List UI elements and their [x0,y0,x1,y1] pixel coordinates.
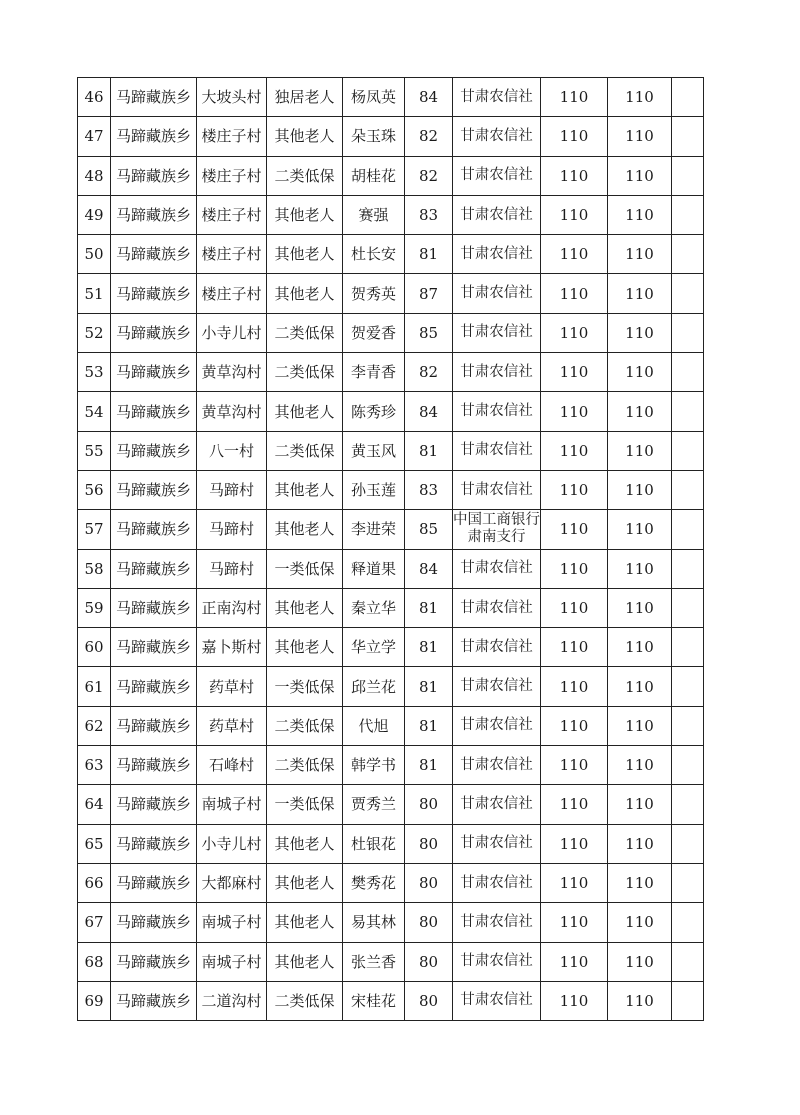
cell-township: 马蹄藏族乡 [111,195,197,234]
cell-name: 杨凤英 [343,78,405,117]
table-row [78,981,704,1020]
cell-bank: 甘肃农信社 [453,588,541,627]
cell-bank: 甘肃农信社 [453,785,541,824]
cell-village: 二道沟村 [197,981,267,1020]
cell-remark [672,78,704,117]
cell-number: 47 [78,117,111,156]
cell-age: 81 [405,431,453,470]
cell-age: 84 [405,78,453,117]
cell-village: 黄草沟村 [197,392,267,431]
cell-category: 一类低保 [267,549,343,588]
cell-village: 南城子村 [197,942,267,981]
cell-name: 陈秀珍 [343,392,405,431]
cell-category: 二类低保 [267,313,343,352]
cell-amount-total: 110 [608,549,672,588]
cell-number: 55 [78,431,111,470]
cell-amount: 110 [541,353,608,392]
table-row [78,667,704,706]
cell-category: 其他老人 [267,117,343,156]
cell-category: 二类低保 [267,706,343,745]
cell-village: 楼庄子村 [197,235,267,274]
cell-remark [672,156,704,195]
cell-number: 66 [78,863,111,902]
cell-remark [672,588,704,627]
cell-remark [672,235,704,274]
cell-number: 54 [78,392,111,431]
cell-amount: 110 [541,863,608,902]
cell-amount-total: 110 [608,863,672,902]
cell-name: 朵玉珠 [343,117,405,156]
cell-age: 80 [405,863,453,902]
cell-township: 马蹄藏族乡 [111,981,197,1020]
table-row [78,313,704,352]
table-row [78,274,704,313]
cell-bank: 甘肃农信社 [453,235,541,274]
cell-amount-total: 110 [608,195,672,234]
table-row [78,117,704,156]
cell-name: 宋桂花 [343,981,405,1020]
cell-amount: 110 [541,274,608,313]
cell-village: 马蹄村 [197,470,267,509]
cell-bank: 甘肃农信社 [453,863,541,902]
cell-amount: 110 [541,746,608,785]
cell-amount-total: 110 [608,824,672,863]
table-row [78,746,704,785]
table-row [78,942,704,981]
cell-category: 二类低保 [267,746,343,785]
table-row [78,510,704,549]
cell-amount: 110 [541,903,608,942]
cell-bank: 甘肃农信社 [453,903,541,942]
cell-township: 马蹄藏族乡 [111,903,197,942]
cell-number: 46 [78,78,111,117]
table-row [78,470,704,509]
cell-amount-total: 110 [608,431,672,470]
cell-bank: 甘肃农信社 [453,195,541,234]
cell-name: 孙玉莲 [343,470,405,509]
cell-village: 八一村 [197,431,267,470]
cell-amount: 110 [541,706,608,745]
cell-village: 石峰村 [197,746,267,785]
cell-township: 马蹄藏族乡 [111,746,197,785]
cell-name: 贺秀英 [343,274,405,313]
cell-age: 81 [405,628,453,667]
cell-age: 80 [405,824,453,863]
cell-amount-total: 110 [608,588,672,627]
cell-category: 其他老人 [267,392,343,431]
cell-amount-total: 110 [608,706,672,745]
table-row [78,706,704,745]
cell-amount: 110 [541,78,608,117]
cell-township: 马蹄藏族乡 [111,863,197,902]
cell-bank: 甘肃农信社 [453,667,541,706]
cell-amount-total: 110 [608,235,672,274]
cell-remark [672,510,704,549]
cell-age: 87 [405,274,453,313]
cell-village: 嘉卜斯村 [197,628,267,667]
cell-number: 60 [78,628,111,667]
cell-village: 药草村 [197,706,267,745]
table-row [78,195,704,234]
cell-bank: 甘肃农信社 [453,431,541,470]
cell-number: 65 [78,824,111,863]
table-row [78,156,704,195]
cell-village: 南城子村 [197,903,267,942]
cell-township: 马蹄藏族乡 [111,510,197,549]
cell-remark [672,942,704,981]
cell-village: 楼庄子村 [197,156,267,195]
cell-remark [672,667,704,706]
cell-age: 82 [405,117,453,156]
cell-name: 胡桂花 [343,156,405,195]
cell-amount-total: 110 [608,274,672,313]
cell-category: 其他老人 [267,274,343,313]
cell-village: 大都麻村 [197,863,267,902]
cell-number: 62 [78,706,111,745]
cell-village: 小寺儿村 [197,824,267,863]
cell-township: 马蹄藏族乡 [111,392,197,431]
cell-category: 独居老人 [267,78,343,117]
cell-village: 药草村 [197,667,267,706]
cell-name: 赛强 [343,195,405,234]
cell-amount: 110 [541,981,608,1020]
cell-category: 其他老人 [267,824,343,863]
cell-remark [672,392,704,431]
cell-township: 马蹄藏族乡 [111,824,197,863]
cell-township: 马蹄藏族乡 [111,313,197,352]
cell-bank: 甘肃农信社 [453,628,541,667]
cell-amount-total: 110 [608,903,672,942]
table-row [78,78,704,117]
cell-remark [672,274,704,313]
cell-township: 马蹄藏族乡 [111,274,197,313]
cell-bank: 甘肃农信社 [453,706,541,745]
cell-age: 81 [405,746,453,785]
cell-number: 61 [78,667,111,706]
cell-number: 50 [78,235,111,274]
cell-name: 张兰香 [343,942,405,981]
cell-village: 正南沟村 [197,588,267,627]
cell-number: 53 [78,353,111,392]
cell-amount: 110 [541,431,608,470]
cell-remark [672,706,704,745]
cell-category: 其他老人 [267,195,343,234]
cell-village: 楼庄子村 [197,274,267,313]
cell-remark [672,628,704,667]
cell-amount: 110 [541,667,608,706]
cell-township: 马蹄藏族乡 [111,588,197,627]
cell-category: 其他老人 [267,863,343,902]
cell-number: 63 [78,746,111,785]
table-row [78,824,704,863]
cell-amount-total: 110 [608,78,672,117]
cell-village: 南城子村 [197,785,267,824]
cell-age: 81 [405,706,453,745]
cell-number: 58 [78,549,111,588]
cell-amount: 110 [541,195,608,234]
cell-amount-total: 110 [608,785,672,824]
cell-name: 黄玉风 [343,431,405,470]
cell-township: 马蹄藏族乡 [111,667,197,706]
cell-remark [672,353,704,392]
cell-name: 李青香 [343,353,405,392]
cell-name: 秦立华 [343,588,405,627]
cell-township: 马蹄藏族乡 [111,549,197,588]
table-row [78,863,704,902]
cell-bank: 甘肃农信社 [453,353,541,392]
cell-category: 二类低保 [267,353,343,392]
cell-amount: 110 [541,235,608,274]
cell-amount: 110 [541,156,608,195]
cell-amount: 110 [541,470,608,509]
cell-number: 51 [78,274,111,313]
cell-township: 马蹄藏族乡 [111,235,197,274]
cell-amount: 110 [541,628,608,667]
cell-amount: 110 [541,824,608,863]
table-row [78,628,704,667]
cell-remark [672,785,704,824]
cell-remark [672,981,704,1020]
cell-village: 马蹄村 [197,510,267,549]
cell-age: 83 [405,470,453,509]
cell-age: 80 [405,942,453,981]
cell-category: 其他老人 [267,628,343,667]
cell-name: 杜银花 [343,824,405,863]
table-row [78,549,704,588]
cell-township: 马蹄藏族乡 [111,470,197,509]
table-row [78,903,704,942]
cell-township: 马蹄藏族乡 [111,785,197,824]
cell-number: 57 [78,510,111,549]
cell-category: 二类低保 [267,431,343,470]
cell-age: 83 [405,195,453,234]
table-row [78,392,704,431]
cell-age: 80 [405,785,453,824]
cell-amount-total: 110 [608,628,672,667]
cell-amount: 110 [541,588,608,627]
cell-name: 杜长安 [343,235,405,274]
cell-amount-total: 110 [608,746,672,785]
cell-age: 81 [405,667,453,706]
cell-bank: 甘肃农信社 [453,470,541,509]
cell-amount: 110 [541,785,608,824]
cell-category: 其他老人 [267,470,343,509]
cell-village: 大坡头村 [197,78,267,117]
cell-name: 樊秀花 [343,863,405,902]
cell-amount: 110 [541,549,608,588]
cell-township: 马蹄藏族乡 [111,156,197,195]
cell-bank: 甘肃农信社 [453,824,541,863]
cell-remark [672,903,704,942]
cell-category: 其他老人 [267,942,343,981]
table-row [78,785,704,824]
cell-remark [672,313,704,352]
cell-township: 马蹄藏族乡 [111,431,197,470]
cell-age: 85 [405,313,453,352]
cell-village: 黄草沟村 [197,353,267,392]
cell-category: 二类低保 [267,981,343,1020]
cell-number: 59 [78,588,111,627]
cell-name: 华立学 [343,628,405,667]
cell-amount-total: 110 [608,470,672,509]
cell-number: 69 [78,981,111,1020]
cell-bank: 甘肃农信社 [453,549,541,588]
cell-age: 82 [405,156,453,195]
cell-name: 代旭 [343,706,405,745]
cell-village: 楼庄子村 [197,195,267,234]
cell-village: 楼庄子村 [197,117,267,156]
cell-bank: 甘肃农信社 [453,313,541,352]
cell-number: 49 [78,195,111,234]
cell-amount: 110 [541,942,608,981]
cell-remark [672,195,704,234]
cell-name: 贺爱香 [343,313,405,352]
cell-age: 84 [405,549,453,588]
cell-category: 二类低保 [267,156,343,195]
cell-bank: 甘肃农信社 [453,274,541,313]
cell-amount: 110 [541,510,608,549]
cell-township: 马蹄藏族乡 [111,942,197,981]
beneficiary-table [77,77,704,1021]
cell-bank: 甘肃农信社 [453,746,541,785]
cell-name: 韩学书 [343,746,405,785]
cell-age: 85 [405,510,453,549]
cell-bank: 甘肃农信社 [453,981,541,1020]
cell-amount-total: 110 [608,392,672,431]
cell-age: 82 [405,353,453,392]
cell-amount-total: 110 [608,353,672,392]
table-row [78,588,704,627]
cell-amount: 110 [541,313,608,352]
cell-remark [672,863,704,902]
cell-amount-total: 110 [608,942,672,981]
cell-remark [672,549,704,588]
cell-remark [672,470,704,509]
cell-category: 一类低保 [267,667,343,706]
cell-bank: 甘肃农信社 [453,156,541,195]
cell-number: 52 [78,313,111,352]
cell-amount-total: 110 [608,117,672,156]
cell-number: 67 [78,903,111,942]
cell-bank: 甘肃农信社 [453,117,541,156]
cell-amount: 110 [541,392,608,431]
cell-age: 81 [405,235,453,274]
cell-age: 80 [405,981,453,1020]
cell-township: 马蹄藏族乡 [111,628,197,667]
cell-name: 李进荣 [343,510,405,549]
cell-remark [672,117,704,156]
cell-township: 马蹄藏族乡 [111,117,197,156]
cell-township: 马蹄藏族乡 [111,706,197,745]
cell-remark [672,824,704,863]
cell-age: 84 [405,392,453,431]
cell-name: 贾秀兰 [343,785,405,824]
cell-remark [672,746,704,785]
table-body [78,78,704,1021]
table-row [78,353,704,392]
cell-name: 易其林 [343,903,405,942]
cell-village: 马蹄村 [197,549,267,588]
cell-number: 68 [78,942,111,981]
cell-amount-total: 110 [608,156,672,195]
cell-age: 80 [405,903,453,942]
cell-bank: 中国工商银行肃南支行 [453,510,541,549]
cell-category: 其他老人 [267,510,343,549]
cell-category: 其他老人 [267,235,343,274]
cell-name: 邱兰花 [343,667,405,706]
cell-age: 81 [405,588,453,627]
cell-bank: 甘肃农信社 [453,392,541,431]
cell-number: 64 [78,785,111,824]
cell-number: 48 [78,156,111,195]
cell-category: 其他老人 [267,588,343,627]
cell-category: 一类低保 [267,785,343,824]
cell-number: 56 [78,470,111,509]
table-row [78,431,704,470]
cell-amount-total: 110 [608,981,672,1020]
cell-name: 释道果 [343,549,405,588]
cell-township: 马蹄藏族乡 [111,353,197,392]
cell-amount-total: 110 [608,313,672,352]
cell-bank: 甘肃农信社 [453,78,541,117]
cell-bank: 甘肃农信社 [453,942,541,981]
cell-amount-total: 110 [608,667,672,706]
cell-township: 马蹄藏族乡 [111,78,197,117]
cell-amount-total: 110 [608,510,672,549]
table-row [78,235,704,274]
cell-remark [672,431,704,470]
cell-category: 其他老人 [267,903,343,942]
cell-village: 小寺儿村 [197,313,267,352]
cell-amount: 110 [541,117,608,156]
